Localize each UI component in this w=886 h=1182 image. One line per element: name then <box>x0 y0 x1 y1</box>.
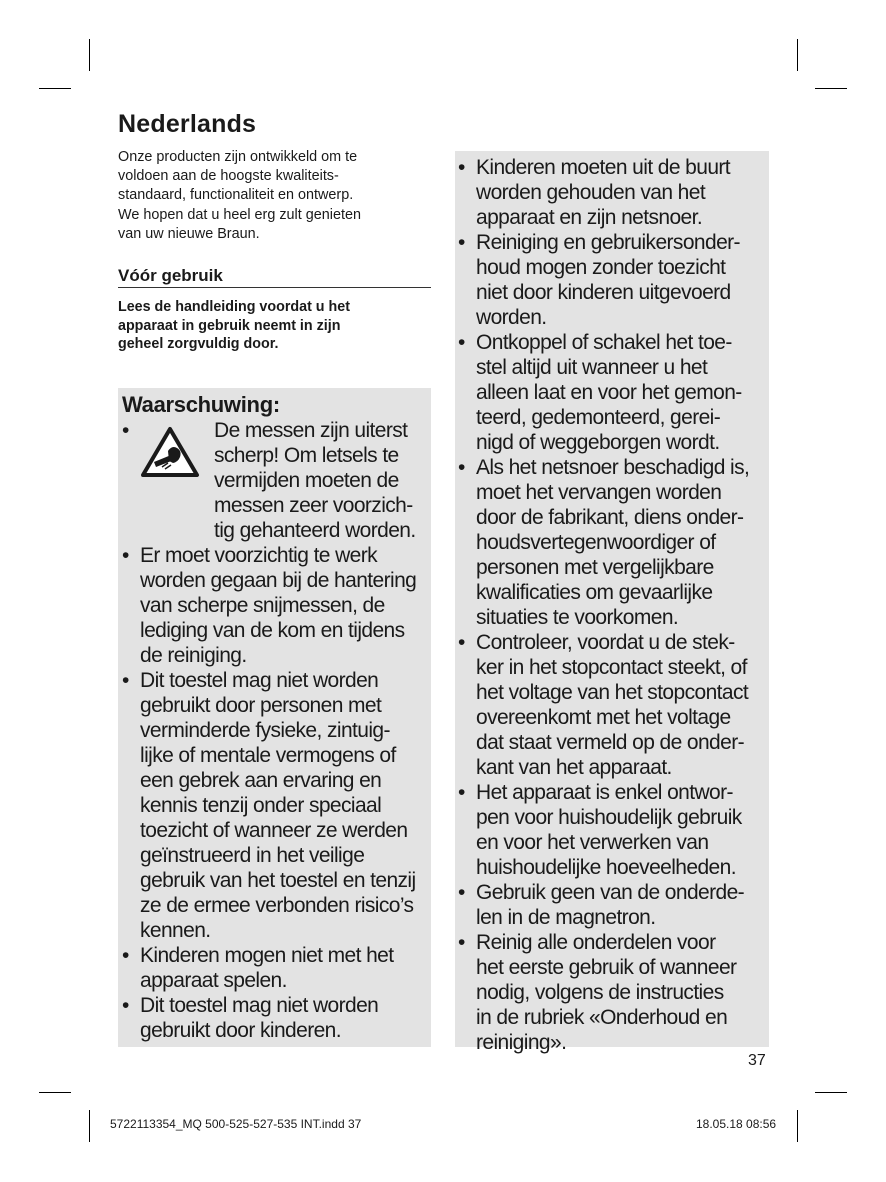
warning-line: Kinderen mogen niet met het <box>140 944 394 967</box>
warning-line: lediging van de kom en tijdens <box>140 619 405 642</box>
warning-line: nodig, volgens de instructies <box>476 981 724 1004</box>
crop-mark <box>39 1092 71 1093</box>
warning-item <box>458 230 768 330</box>
crop-mark <box>89 1110 90 1142</box>
warning-line: worden. <box>476 306 547 329</box>
warning-list-right <box>458 155 768 1055</box>
section-note <box>118 298 430 354</box>
warning-item <box>122 543 430 668</box>
warning-item-text <box>476 630 748 780</box>
warning-line: een gebrek aan ervaring en <box>140 769 382 792</box>
warning-line: kennis tenzij onder speciaal <box>140 794 382 817</box>
warning-line: niet door kinderen uitgevoerd <box>476 281 731 304</box>
bullet: • <box>122 669 129 692</box>
warning-item-text <box>476 155 730 230</box>
bullet: • <box>458 456 465 479</box>
warning-line: nigd of weggeborgen wordt. <box>476 431 720 454</box>
warning-line: Als het netsnoer beschadigd is, <box>476 456 750 479</box>
bullet: • <box>458 931 465 954</box>
warning-line: toezicht of wanneer ze werden <box>140 819 408 842</box>
warning-line: houdsvertegenwoordiger of <box>476 531 716 554</box>
warning-item-blades <box>214 418 416 543</box>
warning-line: overeenkomt met het voltage <box>476 706 731 729</box>
warning-line: pen voor huishoudelijk gebruik <box>476 806 742 829</box>
bullet: • <box>122 944 129 967</box>
intro-line: We hopen dat u heel erg zult genieten <box>118 206 361 223</box>
warning-item <box>458 455 768 630</box>
warning-line: gebruik van het toestel en tenzij <box>140 869 416 892</box>
sharp-blade-warning-icon <box>140 426 200 478</box>
warning-line: worden gegaan bij de hantering <box>140 569 417 592</box>
warning-line: personen met vergelijkbare <box>476 556 714 579</box>
warning-line: De messen zijn uiterst <box>214 419 408 442</box>
intro-line: voldoen aan de hoogste kwaliteits- <box>118 168 339 185</box>
warning-item <box>122 993 430 1043</box>
warning-item <box>458 330 768 455</box>
warning-line: Gebruik geen van de onderde- <box>476 881 745 904</box>
warning-line: kennen. <box>140 919 211 942</box>
warning-line: van scherpe snijmessen, de <box>140 594 385 617</box>
warning-line: len in de magnetron. <box>476 906 656 929</box>
warning-line: apparaat en zijn netsnoer. <box>476 206 703 229</box>
bullet: • <box>122 419 129 442</box>
warning-line: alleen laat en voor het gemon- <box>476 381 742 404</box>
warning-line: lijke of mentale vermogens of <box>140 744 396 767</box>
intro-line: standaard, functionaliteit en ontwerp. <box>118 187 354 204</box>
warning-line: ker in het stopcontact steekt, of <box>476 656 747 679</box>
bullet: • <box>458 631 465 654</box>
warning-item-text <box>476 230 740 330</box>
warning-line: apparaat spelen. <box>140 969 287 992</box>
warning-line: scherp! Om letsels te <box>214 444 399 467</box>
warning-item <box>122 668 430 943</box>
crop-mark <box>89 39 90 71</box>
warning-line: gebruikt door personen met <box>140 694 382 717</box>
warning-line: Ontkoppel of schakel het toe- <box>476 331 732 354</box>
warning-line: huishoudelijke hoeveelheden. <box>476 856 736 879</box>
warning-item <box>458 930 768 1055</box>
warning-line: reiniging». <box>476 1031 567 1054</box>
bullet: • <box>122 544 129 567</box>
warning-item <box>458 155 768 230</box>
warning-line: Controleer, voordat u de stek- <box>476 631 735 654</box>
note-line: apparaat in gebruik neemt in zijn <box>118 317 341 334</box>
warning-line: kwalificaties om gevaarlijke <box>476 581 713 604</box>
intro-paragraph <box>118 148 418 244</box>
warning-line: Dit toestel mag niet worden <box>140 994 379 1017</box>
warning-line: in de rubriek «Onderhoud en <box>476 1006 728 1029</box>
warning-panel-left <box>118 388 431 1047</box>
warning-item <box>458 880 768 930</box>
warning-item-text <box>140 668 416 943</box>
bullet: • <box>458 331 465 354</box>
warning-line: Kinderen moeten uit de buurt <box>476 156 731 179</box>
warning-line: worden gehouden van het <box>476 181 706 204</box>
section-header <box>118 266 431 288</box>
crop-mark <box>39 88 71 89</box>
warning-line: stel altijd uit wanneer u het <box>476 356 708 379</box>
bullet: • <box>122 994 129 1017</box>
bullet: • <box>458 881 465 904</box>
warning-item-text <box>476 330 742 455</box>
bullet: • <box>458 156 465 179</box>
warning-line: Dit toestel mag niet worden <box>140 669 379 692</box>
warning-line: Er moet voorzichtig te werk <box>140 544 378 567</box>
warning-line: het eerste gebruik of wanneer <box>476 956 737 979</box>
warning-item <box>122 943 430 993</box>
crop-mark <box>815 88 847 89</box>
warning-line: dat staat vermeld op de onder- <box>476 731 745 754</box>
warning-line: geïnstrueerd in het veilige <box>140 844 365 867</box>
warning-line: verminderde fysieke, zintuig- <box>140 719 390 742</box>
note-line: Lees de handleiding voordat u het <box>118 299 350 315</box>
bullet: • <box>458 781 465 804</box>
section-title: Vóór gebruik <box>118 266 223 285</box>
intro-line: van uw nieuwe Braun. <box>118 225 260 242</box>
crop-mark <box>797 39 798 71</box>
warning-line: de reiniging. <box>140 644 247 667</box>
warning-item <box>458 780 768 880</box>
warning-line: gebruikt door kinderen. <box>140 1019 341 1042</box>
warning-line: Reiniging en gebruikersonder- <box>476 231 740 254</box>
warning-item-text <box>140 993 378 1043</box>
warning-line: moet het vervangen worden <box>476 481 722 504</box>
warning-list-left <box>122 543 430 1043</box>
warning-line: houd mogen zonder toezicht <box>476 256 726 279</box>
warning-line: en voor het verwerken van <box>476 831 709 854</box>
warning-line: Het apparaat is enkel ontwor- <box>476 781 733 804</box>
warning-line: ze de ermee verbonden risico’s <box>140 894 414 917</box>
warning-item-text <box>476 930 736 1055</box>
crop-mark <box>797 1110 798 1142</box>
footer-date: 18.05.18 08:56 <box>696 1117 777 1131</box>
warning-line: teerd, gedemonteerd, gerei- <box>476 406 721 429</box>
intro-line: Onze producten zijn ontwikkeld om te <box>118 149 358 165</box>
warning-line: door de fabrikant, diens onder- <box>476 506 744 529</box>
note-line: geheel zorgvuldig door. <box>118 336 279 353</box>
warning-title: Waarschuwing: <box>122 392 280 417</box>
footer-file-info: 5722113354_MQ 500-525-527-535 INT.indd 37 <box>110 1117 362 1131</box>
warning-line: vermijden moeten de <box>214 469 399 492</box>
warning-line: situaties te voorkomen. <box>476 606 679 629</box>
warning-line: kant van het apparaat. <box>476 756 672 779</box>
warning-item-text <box>140 543 416 668</box>
warning-line: tig gehanteerd worden. <box>214 519 416 542</box>
warning-item-text <box>140 943 393 993</box>
crop-mark <box>815 1092 847 1093</box>
bullet: • <box>458 231 465 254</box>
warning-line: messen zeer voorzich- <box>214 494 413 517</box>
warning-item-text <box>476 455 749 630</box>
page-number: 37 <box>748 1052 766 1069</box>
warning-item-text <box>476 780 742 880</box>
warning-line: het voltage van het stopcontact <box>476 681 749 704</box>
warning-item <box>458 630 768 780</box>
page-title: Nederlands <box>118 110 257 138</box>
warning-line: Reinig alle onderdelen voor <box>476 931 716 954</box>
warning-item-text <box>476 880 744 930</box>
warning-panel-right <box>455 151 769 1054</box>
